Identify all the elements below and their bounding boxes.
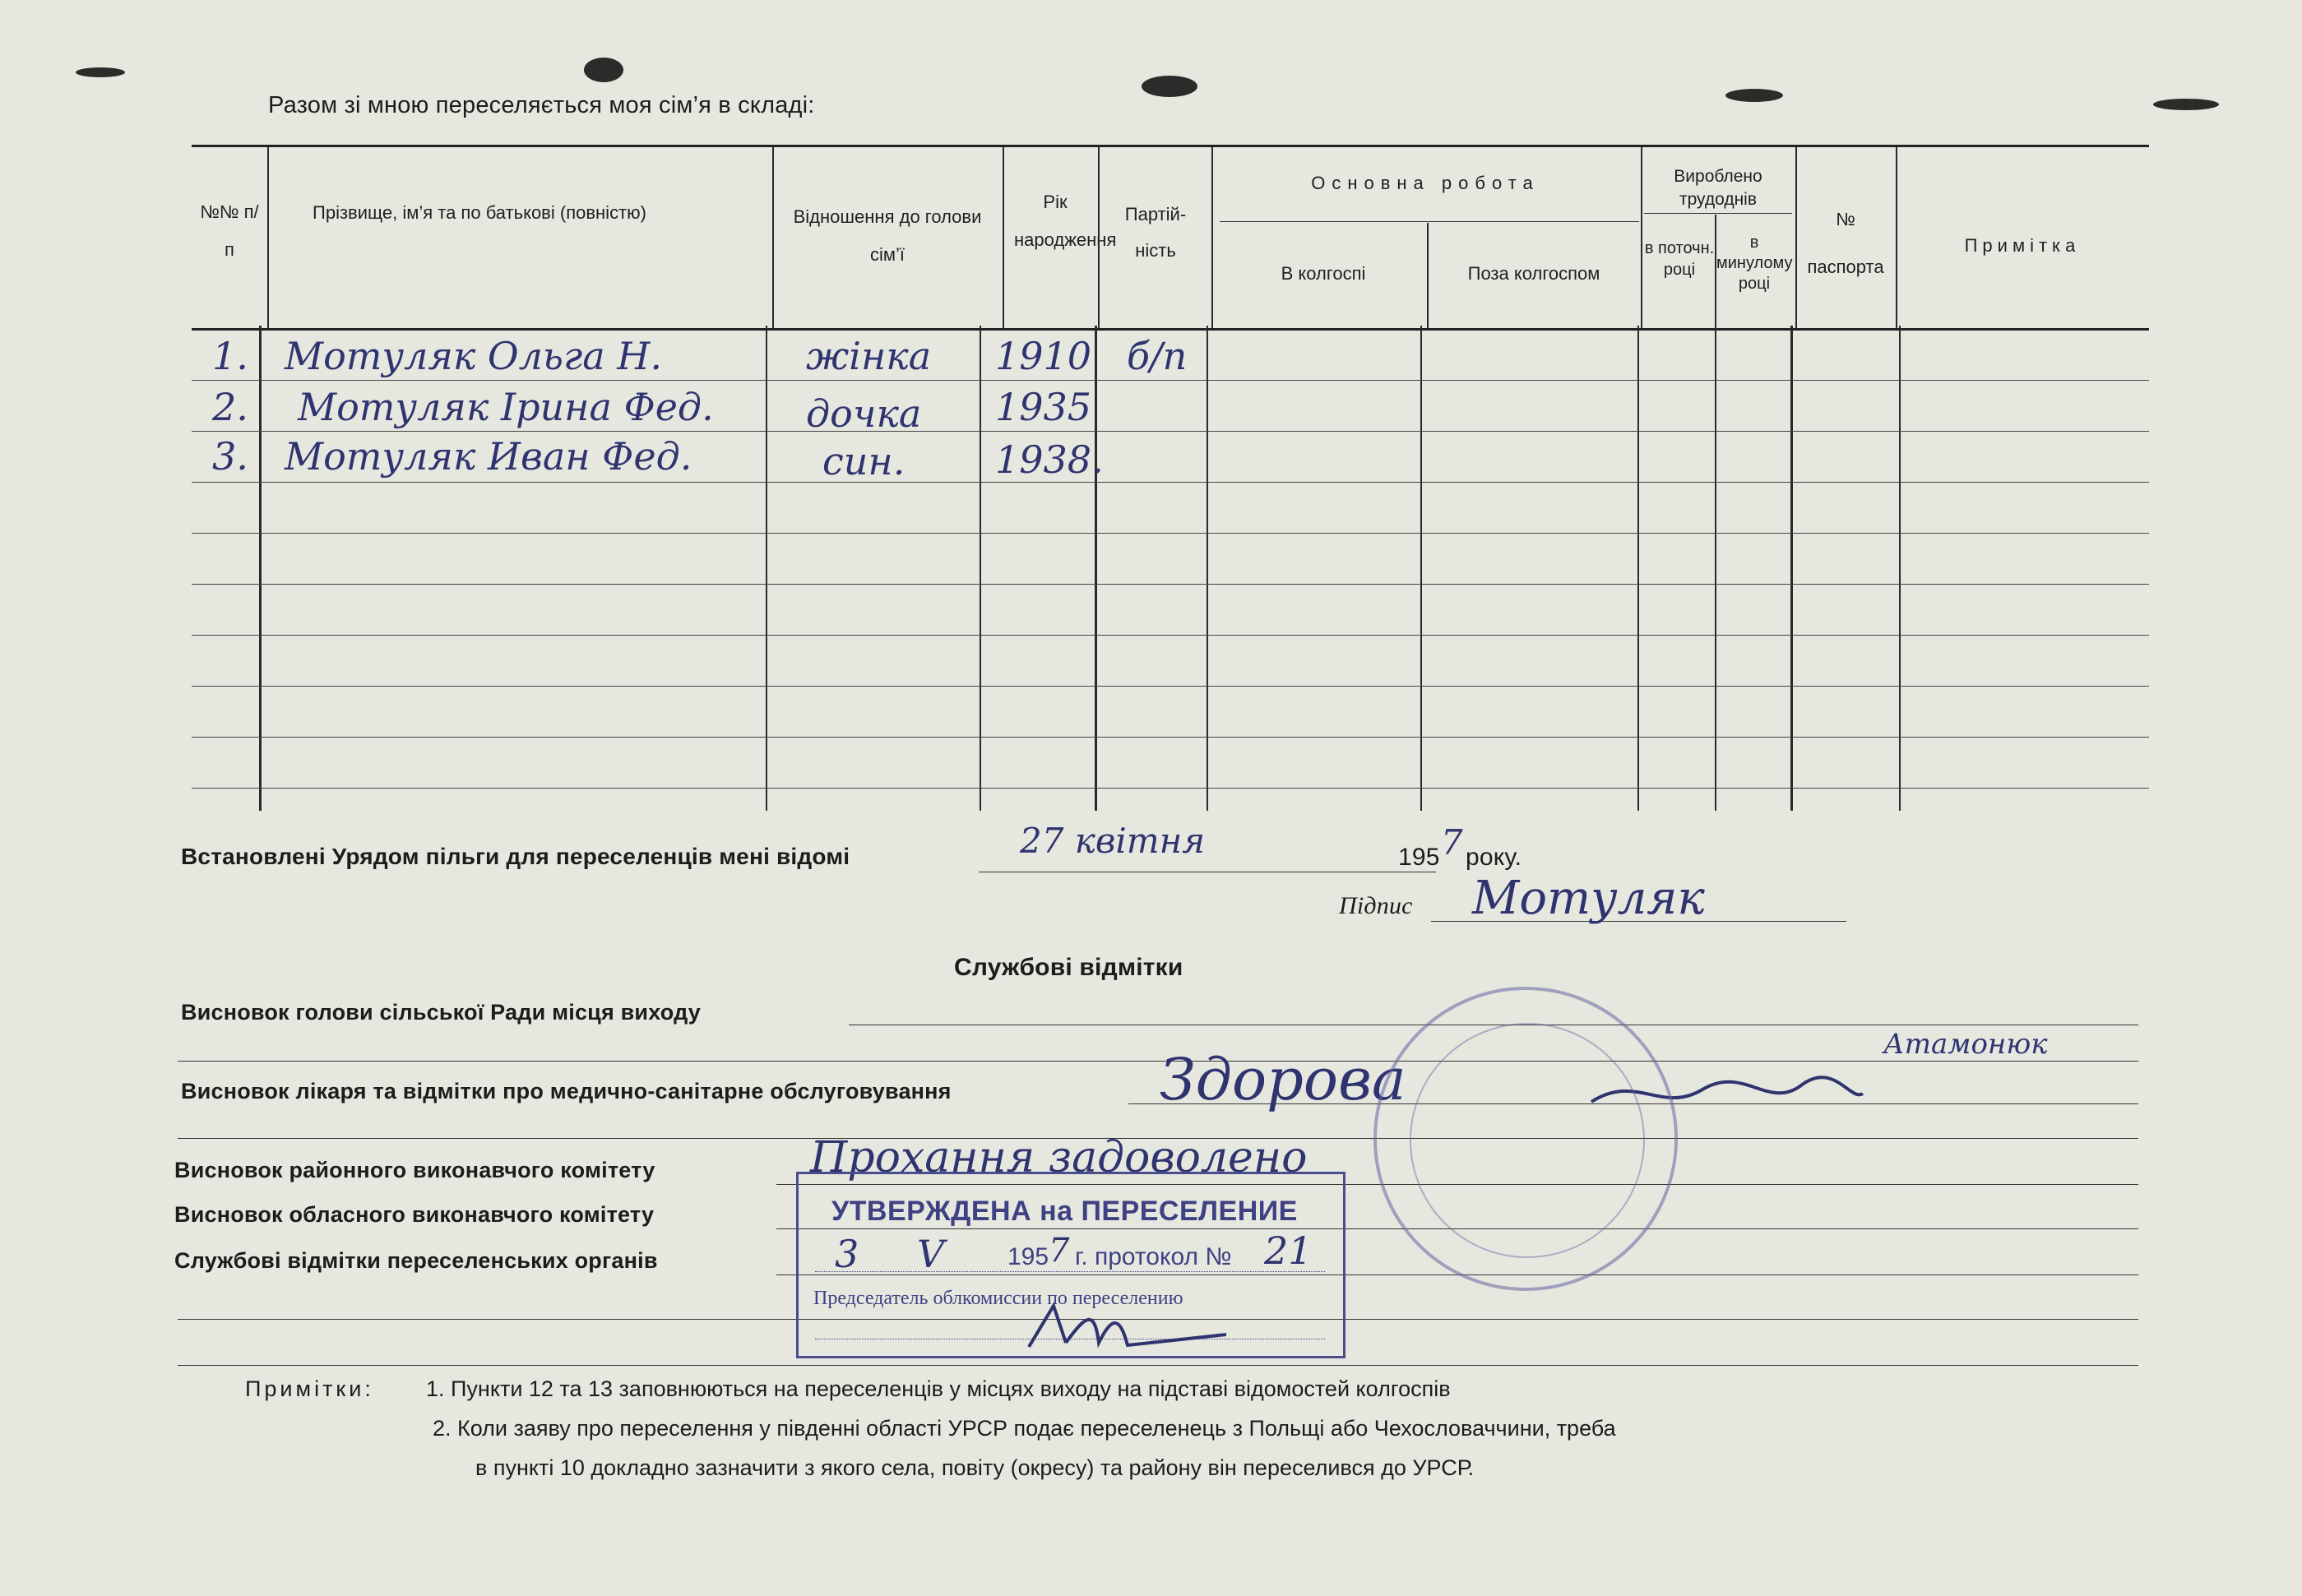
row-year: 1938. — [995, 437, 1104, 482]
header-party: Партій-ність — [1124, 204, 1187, 261]
resettle-label: Службові відмітки переселенських органів — [174, 1248, 658, 1273]
row-num: 3. — [212, 434, 248, 479]
doctor-conclusion: Здорова — [1160, 1046, 1406, 1113]
stamp-protocol: г. протокол № — [1075, 1243, 1232, 1270]
signature-label: Підпис — [1339, 892, 1413, 919]
notes-label: Примітки: — [245, 1376, 374, 1401]
header-kolhosp: В колгоспі — [1281, 263, 1366, 284]
service-title: Службові відмітки — [954, 954, 1183, 981]
punch-hole — [1142, 76, 1197, 97]
village-head-label: Висновок голови сільської Ради місця виходу — [181, 1000, 701, 1025]
row-relation: жінка — [806, 334, 932, 378]
doctor-label: Висновок лікаря та відмітки про медично-санітарне обслуговування — [181, 1079, 952, 1103]
row-year: 1910 — [995, 334, 1092, 378]
row-year: 1935 — [995, 385, 1092, 429]
family-intro: Разом зі мною переселяється моя сім’я в складі: — [268, 92, 815, 118]
punch-hole — [1725, 89, 1783, 102]
row-name: Мотуляк Ірина Фед. — [298, 385, 714, 429]
benefits-year-suffix: року. — [1466, 844, 1522, 871]
note-1: 1. Пункти 12 та 13 заповнюються на переселенців у місцях виходу на підставі відомостей колгоспів — [426, 1376, 1451, 1401]
punch-hole — [584, 58, 623, 82]
row-name: Мотуляк Иван Фед. — [285, 434, 692, 479]
stamp-signature — [1021, 1298, 1234, 1355]
header-year: Рік народження — [1014, 192, 1117, 250]
doctor-signature: Атамонюк — [1883, 1028, 2048, 1061]
row-num: 1. — [212, 334, 248, 378]
header-main-work: Основна робота — [1311, 173, 1540, 193]
header-last-year: в минулому році — [1716, 234, 1793, 293]
benefits-date: 27 квітня — [1020, 821, 1206, 861]
stamp-month: V — [917, 1232, 945, 1276]
note-2a: 2. Коли заяву про переселення у південні області УРСР подає переселенець з Польщі або Чехословаччини, треба — [433, 1416, 1616, 1441]
row-name: Мотуляк Ольга Н. — [285, 334, 663, 378]
stamp-day: 3 — [835, 1232, 859, 1276]
district-conclusion: Прохання задоволено — [810, 1133, 1308, 1182]
stamp-year: 7 — [1049, 1232, 1070, 1270]
row-num: 2. — [212, 385, 248, 429]
header-name: Прізвище, ім’я та по батькові (повністю) — [313, 202, 646, 223]
stamp-title: УТВЕРЖДЕНА на ПЕРЕСЕЛЕНИЕ — [831, 1196, 1298, 1227]
header-note: Примітка — [1964, 235, 2081, 256]
stamp-year-prefix: 195 — [1007, 1243, 1049, 1270]
family-table-header — [192, 145, 2149, 331]
header-outside: Поза колгоспом — [1467, 263, 1600, 284]
stamp-protocol-no: 21 — [1264, 1228, 1313, 1273]
row-party: б/п — [1127, 334, 1188, 378]
header-passport: паспорта — [1807, 257, 1884, 277]
note-2b: в пункті 10 докладно зазначити з якого села, повіту (окресу) та району він переселився до УРСР. — [475, 1455, 1475, 1480]
punch-hole — [2153, 99, 2219, 110]
benefits-label: Встановлені Урядом пільги для переселенців мені відомі — [181, 844, 850, 869]
district-label: Висновок районного виконавчого комітету — [174, 1158, 655, 1182]
regional-label: Висновок обласного виконавчого комітету — [174, 1202, 655, 1227]
benefits-year: 7 — [1441, 822, 1463, 863]
row-relation: дочка — [806, 391, 922, 436]
stamp-chairman: Председатель облкомиссии по переселению — [813, 1288, 1183, 1309]
benefits-year-prefix: 195 — [1398, 844, 1440, 871]
punch-hole — [76, 67, 125, 77]
approval-stamp — [796, 1172, 1346, 1358]
header-current-year: в поточн. році — [1644, 239, 1715, 279]
signature: Мотуляк — [1472, 872, 1705, 925]
header-relation: Відношення до голови сім’ї — [793, 206, 982, 265]
row-relation: син. — [822, 439, 906, 483]
round-seal — [1373, 987, 1678, 1291]
header-num: №№ п/п — [200, 201, 259, 260]
header-passport-no: № — [1836, 209, 1855, 229]
header-workdays: Вироблено трудоднів — [1674, 167, 1762, 209]
